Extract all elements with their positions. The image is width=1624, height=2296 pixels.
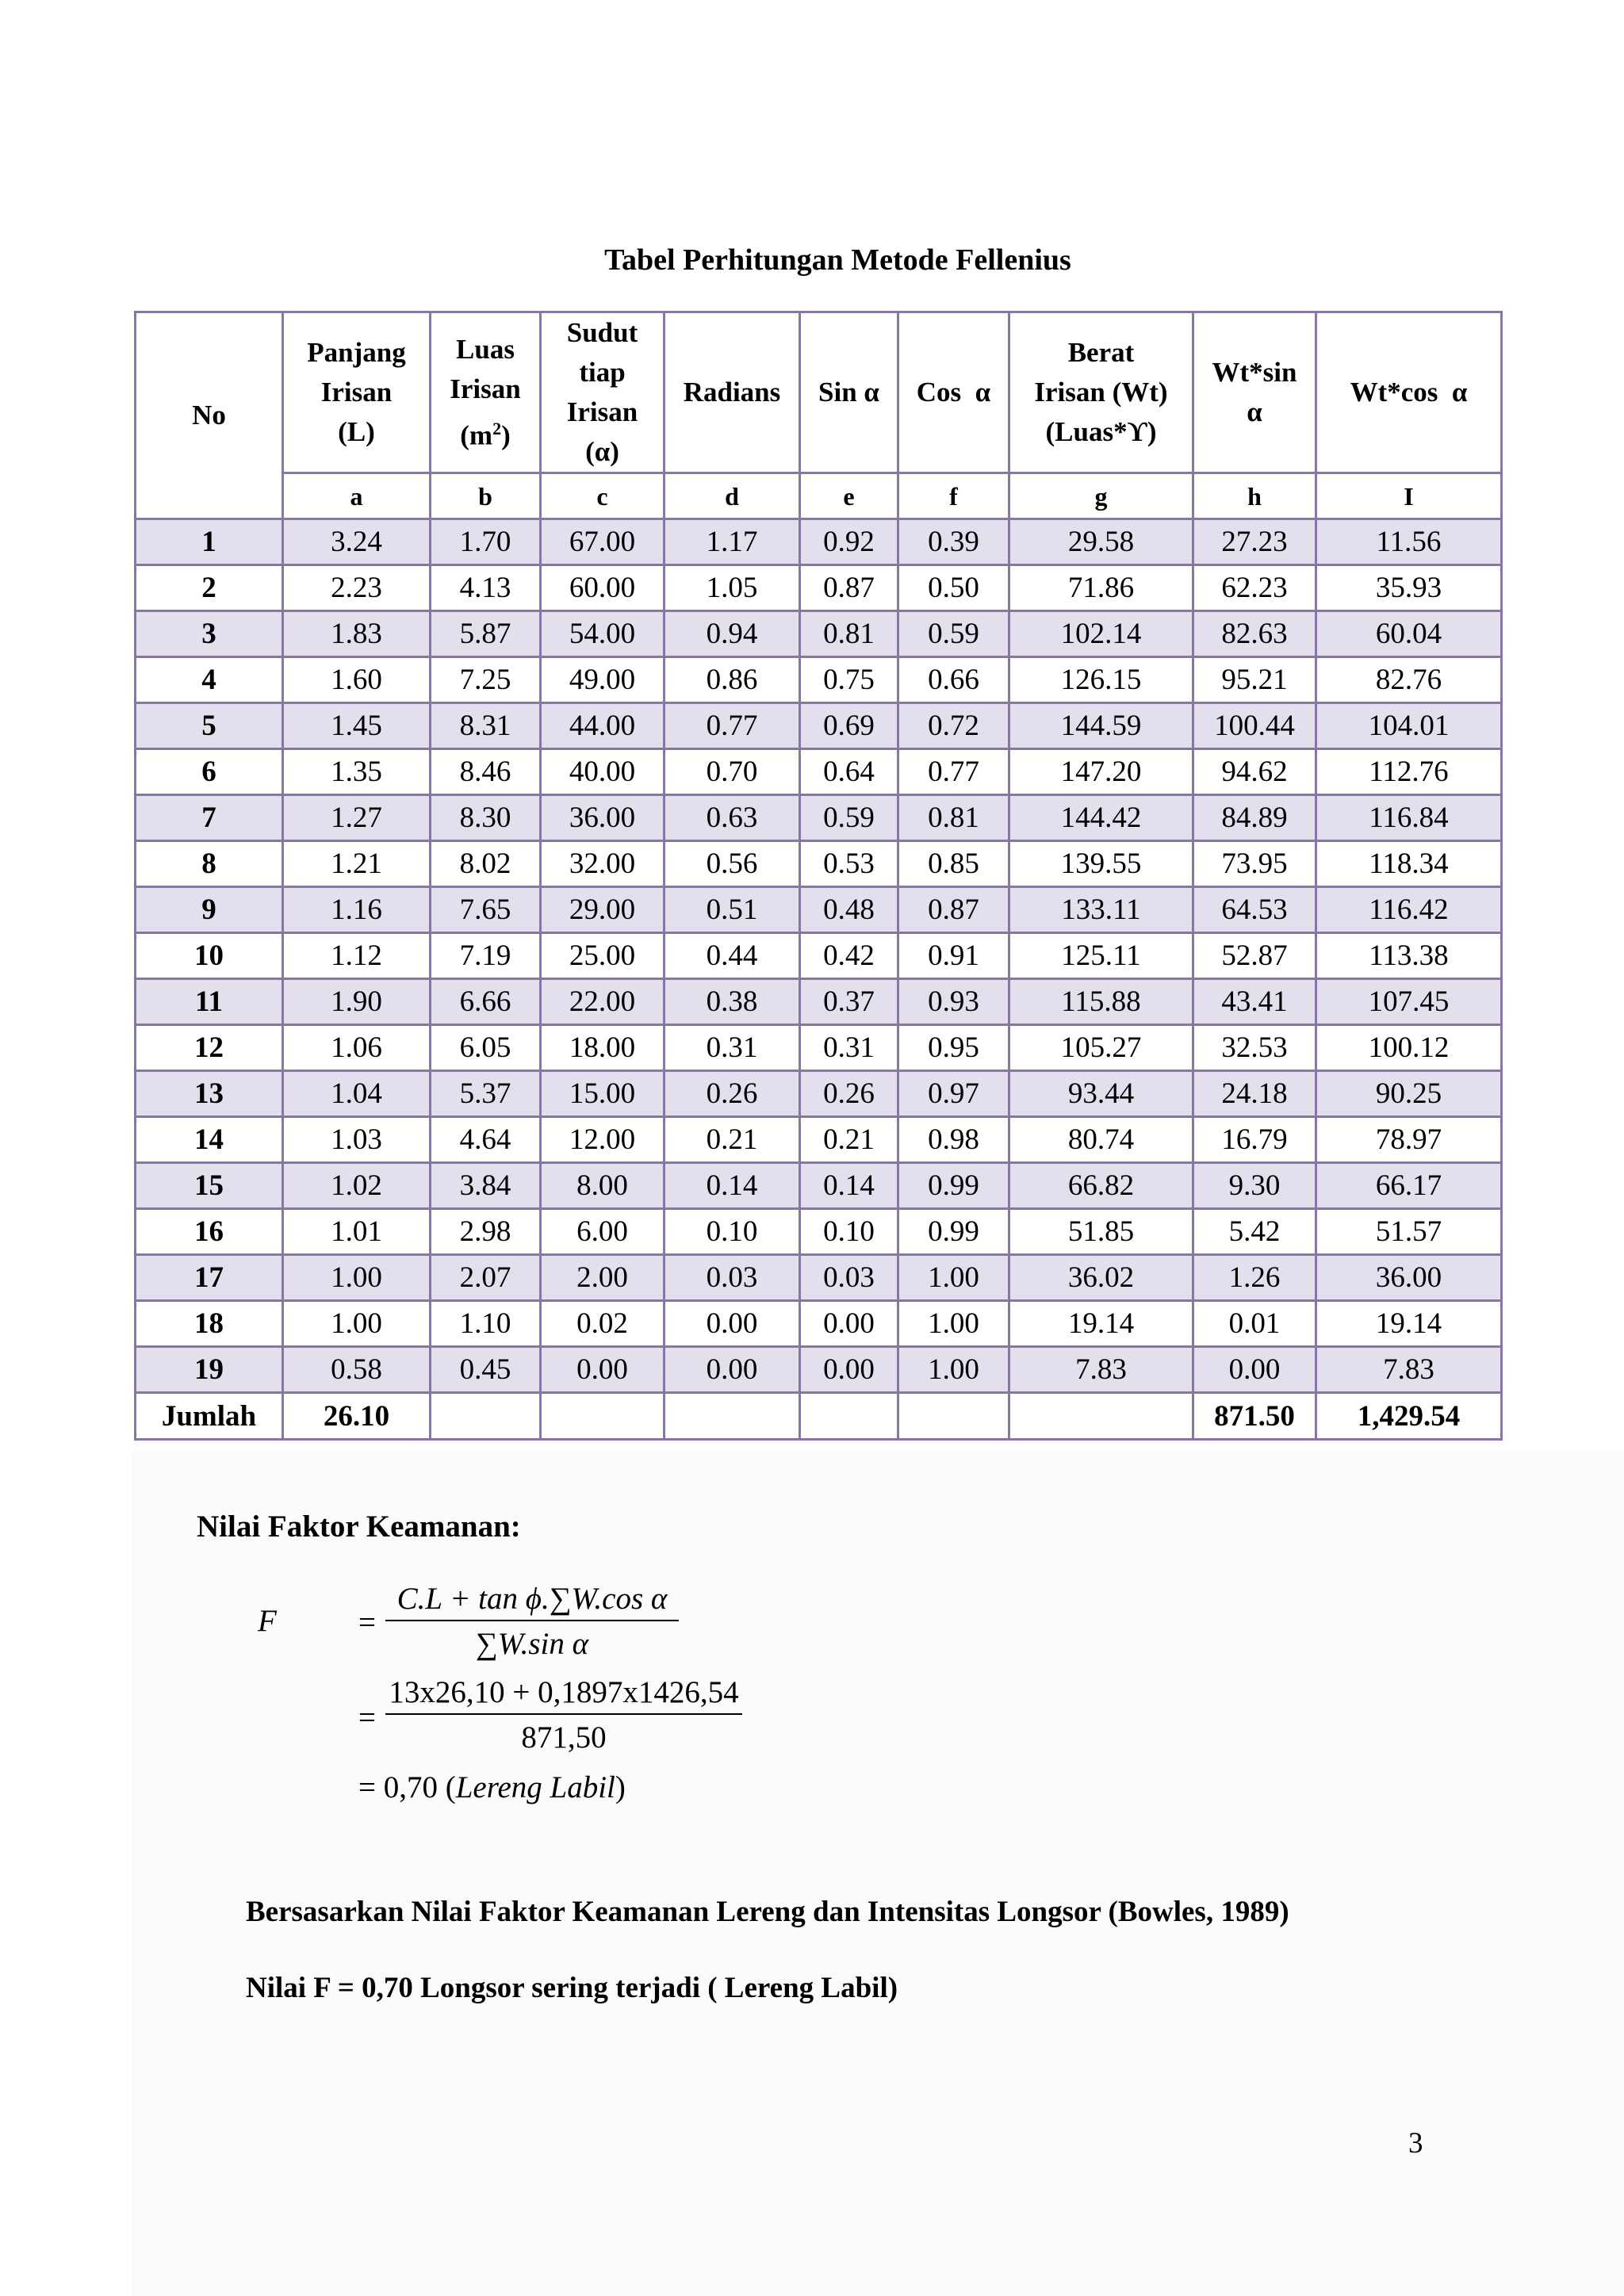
page-number: 3 [1408, 2127, 1423, 2160]
table-cell: 22.00 [541, 979, 665, 1025]
table-cell: 0.00 [1193, 1347, 1316, 1393]
column-letter: a [283, 473, 431, 519]
header-no: No [136, 312, 283, 519]
table-title: Tabel Perhitungan Metode Fellenius [604, 243, 1071, 277]
calculation-fraction [385, 1674, 742, 1755]
table-cell: 0.64 [800, 749, 898, 795]
table-cell: 144.42 [1009, 795, 1193, 841]
table-cell: 0.69 [800, 703, 898, 749]
table-cell: 29.00 [541, 887, 665, 933]
table-cell: 43.41 [1193, 979, 1316, 1025]
table-cell: 0.58 [283, 1347, 431, 1393]
table-cell: 0.94 [665, 611, 800, 657]
total-row [136, 1393, 1502, 1440]
empty-cell [1009, 1393, 1193, 1440]
table-cell: 62.23 [1193, 565, 1316, 611]
table-cell: 8.00 [541, 1163, 665, 1209]
row-number: 2 [136, 565, 283, 611]
table-cell: 15.00 [541, 1071, 665, 1117]
row-number: 12 [136, 1025, 283, 1071]
table-cell: 133.11 [1009, 887, 1193, 933]
row-number: 7 [136, 795, 283, 841]
table-cell: 1.35 [283, 749, 431, 795]
conclusion-result: Nilai F = 0,70 Longsor sering terjadi ( Lereng Labil) [246, 1972, 898, 2004]
table-cell: 1.83 [283, 611, 431, 657]
table-cell: 27.23 [1193, 519, 1316, 565]
empty-cell [898, 1393, 1009, 1440]
row-number: 18 [136, 1301, 283, 1347]
table-cell: 0.56 [665, 841, 800, 887]
table-cell: 78.97 [1316, 1117, 1502, 1163]
table-cell: 0.92 [800, 519, 898, 565]
table-cell: 1.06 [283, 1025, 431, 1071]
table-cell: 5.42 [1193, 1209, 1316, 1255]
page-background-shade [132, 1451, 1624, 2296]
table-cell: 1.04 [283, 1071, 431, 1117]
formula-denominator: ∑W.sin α [475, 1627, 589, 1661]
table-cell: 0.14 [800, 1163, 898, 1209]
table-cell: 1.10 [431, 1301, 541, 1347]
total-panjang: 26.10 [283, 1393, 431, 1440]
table-cell: 51.85 [1009, 1209, 1193, 1255]
table-cell: 0.81 [800, 611, 898, 657]
table-cell: 16.79 [1193, 1117, 1316, 1163]
table-cell: 0.03 [665, 1255, 800, 1301]
table-row [136, 795, 1502, 841]
table-cell: 0.72 [898, 703, 1009, 749]
table-cell: 4.64 [431, 1117, 541, 1163]
table-cell: 90.25 [1316, 1071, 1502, 1117]
table-row [136, 979, 1502, 1025]
table-cell: 4.13 [431, 565, 541, 611]
table-cell: 95.21 [1193, 657, 1316, 703]
table-cell: 8.46 [431, 749, 541, 795]
table-cell: 1.90 [283, 979, 431, 1025]
table-cell: 24.18 [1193, 1071, 1316, 1117]
table-cell: 64.53 [1193, 887, 1316, 933]
table-cell: 125.11 [1009, 933, 1193, 979]
formula-variable: F [258, 1604, 277, 1638]
row-number: 4 [136, 657, 283, 703]
table-cell: 102.14 [1009, 611, 1193, 657]
table-cell: 5.37 [431, 1071, 541, 1117]
table-cell: 0.99 [898, 1163, 1009, 1209]
row-number: 15 [136, 1163, 283, 1209]
equals-sign: = [358, 1605, 376, 1640]
table-cell: 36.02 [1009, 1255, 1193, 1301]
table-cell: 100.44 [1193, 703, 1316, 749]
conclusion-reference: Bersasarkan Nilai Faktor Keamanan Lereng dan Intensitas Longsor (Bowles, 1989) [246, 1896, 1289, 1928]
table-cell: 52.87 [1193, 933, 1316, 979]
total-wt-sin: 871.50 [1193, 1393, 1316, 1440]
column-letter: h [1193, 473, 1316, 519]
header-radians: Radians [665, 312, 800, 473]
table-cell: 2.00 [541, 1255, 665, 1301]
column-letter: g [1009, 473, 1193, 519]
table-cell: 0.75 [800, 657, 898, 703]
equals-sign: = [358, 1701, 376, 1735]
row-number: 13 [136, 1071, 283, 1117]
table-cell: 0.02 [541, 1301, 665, 1347]
table-cell: 35.93 [1316, 565, 1502, 611]
column-letter: b [431, 473, 541, 519]
table-row [136, 519, 1502, 565]
table-cell: 1.05 [665, 565, 800, 611]
table-cell: 1.02 [283, 1163, 431, 1209]
table-row [136, 565, 1502, 611]
table-cell: 0.48 [800, 887, 898, 933]
table-cell: 36.00 [541, 795, 665, 841]
table-cell: 1.12 [283, 933, 431, 979]
table-cell: 60.00 [541, 565, 665, 611]
formula-fraction [385, 1581, 679, 1662]
table-row [136, 611, 1502, 657]
table-cell: 0.66 [898, 657, 1009, 703]
table-row [136, 657, 1502, 703]
table-cell: 118.34 [1316, 841, 1502, 887]
table-cell: 0.81 [898, 795, 1009, 841]
table-cell: 0.53 [800, 841, 898, 887]
header-cos: Cos α [898, 312, 1009, 473]
table-cell: 40.00 [541, 749, 665, 795]
table-cell: 144.59 [1009, 703, 1193, 749]
table-cell: 49.00 [541, 657, 665, 703]
table-cell: 1.00 [898, 1347, 1009, 1393]
table-cell: 0.50 [898, 565, 1009, 611]
row-number: 10 [136, 933, 283, 979]
table-cell: 71.86 [1009, 565, 1193, 611]
column-letter: c [541, 473, 665, 519]
row-number: 1 [136, 519, 283, 565]
row-number: 8 [136, 841, 283, 887]
table-cell: 0.45 [431, 1347, 541, 1393]
table-cell: 2.23 [283, 565, 431, 611]
table-cell: 7.65 [431, 887, 541, 933]
table-row [136, 933, 1502, 979]
table-cell: 51.57 [1316, 1209, 1502, 1255]
row-number: 19 [136, 1347, 283, 1393]
table-row [136, 1025, 1502, 1071]
table-cell: 0.77 [665, 703, 800, 749]
table-cell: 0.85 [898, 841, 1009, 887]
table-cell: 0.87 [800, 565, 898, 611]
table-cell: 0.21 [800, 1117, 898, 1163]
table-cell: 54.00 [541, 611, 665, 657]
column-letter-row [136, 473, 1502, 519]
table-cell: 32.53 [1193, 1025, 1316, 1071]
table-cell: 0.00 [665, 1301, 800, 1347]
header-row [136, 312, 1502, 473]
row-number: 16 [136, 1209, 283, 1255]
table-cell: 0.26 [665, 1071, 800, 1117]
safety-factor-heading: Nilai Faktor Keamanan: [197, 1510, 521, 1544]
table-cell: 1.00 [283, 1255, 431, 1301]
table-cell: 32.00 [541, 841, 665, 887]
table-cell: 29.58 [1009, 519, 1193, 565]
table-cell: 0.87 [898, 887, 1009, 933]
header-luas-irisan: Luas Irisan $(m^2)$ [431, 312, 541, 473]
table-row [136, 1071, 1502, 1117]
table-cell: 115.88 [1009, 979, 1193, 1025]
table-cell: 60.04 [1316, 611, 1502, 657]
row-number: 14 [136, 1117, 283, 1163]
table-cell: 0.97 [898, 1071, 1009, 1117]
table-cell: 0.51 [665, 887, 800, 933]
row-number: 6 [136, 749, 283, 795]
table-cell: 5.87 [431, 611, 541, 657]
table-cell: 8.30 [431, 795, 541, 841]
safety-factor-result: = 0,70 (Lereng Labil) [358, 1770, 626, 1804]
table-cell: 0.31 [800, 1025, 898, 1071]
column-letter: e [800, 473, 898, 519]
table-cell: 19.14 [1316, 1301, 1502, 1347]
column-letter: I [1316, 473, 1502, 519]
table-cell: 0.70 [665, 749, 800, 795]
table-cell: 0.03 [800, 1255, 898, 1301]
column-letter: f [898, 473, 1009, 519]
table-cell: 1.00 [898, 1301, 1009, 1347]
fellenius-table [134, 311, 1503, 1441]
table-cell: 7.19 [431, 933, 541, 979]
table-cell: 0.00 [541, 1347, 665, 1393]
table-cell: 0.21 [665, 1117, 800, 1163]
header-sin: Sin α [800, 312, 898, 473]
table-cell: 1.01 [283, 1209, 431, 1255]
total-wt-cos: 1,429.54 [1316, 1393, 1502, 1440]
calculation-denominator: 871,50 [521, 1720, 607, 1755]
table-cell: 0.44 [665, 933, 800, 979]
table-cell: 82.76 [1316, 657, 1502, 703]
table-cell: 18.00 [541, 1025, 665, 1071]
table-cell: 94.62 [1193, 749, 1316, 795]
table-cell: 1.17 [665, 519, 800, 565]
header-sudut: Sudut tiap Irisan (α) [541, 312, 665, 473]
table-row [136, 749, 1502, 795]
header-panjang-irisan: Panjang Irisan (L) [283, 312, 431, 473]
table-cell: 0.14 [665, 1163, 800, 1209]
table-cell: 0.00 [800, 1347, 898, 1393]
table-cell: 19.14 [1009, 1301, 1193, 1347]
header-berat-irisan: Berat Irisan (Wt) (Luas*ϒ) [1009, 312, 1193, 473]
table-cell: 112.76 [1316, 749, 1502, 795]
table-cell: 2.98 [431, 1209, 541, 1255]
table-cell: 1.27 [283, 795, 431, 841]
table-row [136, 703, 1502, 749]
table-row [136, 1347, 1502, 1393]
table-row [136, 1255, 1502, 1301]
row-number: 11 [136, 979, 283, 1025]
row-number: 3 [136, 611, 283, 657]
table-cell: 7.83 [1009, 1347, 1193, 1393]
table-cell: 104.01 [1316, 703, 1502, 749]
table-cell: 0.91 [898, 933, 1009, 979]
table-cell: 1.21 [283, 841, 431, 887]
table-cell: 0.00 [800, 1301, 898, 1347]
row-number: 5 [136, 703, 283, 749]
table-cell: 8.02 [431, 841, 541, 887]
table-cell: 0.00 [665, 1347, 800, 1393]
column-letter: d [665, 473, 800, 519]
table-cell: 0.77 [898, 749, 1009, 795]
table-cell: 8.31 [431, 703, 541, 749]
header-wt-cos: Wt*cos α [1316, 312, 1502, 473]
table-cell: 0.31 [665, 1025, 800, 1071]
table-cell: 25.00 [541, 933, 665, 979]
table-cell: 67.00 [541, 519, 665, 565]
table-cell: 0.01 [1193, 1301, 1316, 1347]
empty-cell [541, 1393, 665, 1440]
table-cell: 2.07 [431, 1255, 541, 1301]
table-cell: 44.00 [541, 703, 665, 749]
table-cell: 105.27 [1009, 1025, 1193, 1071]
table-row [136, 887, 1502, 933]
empty-cell [665, 1393, 800, 1440]
table-cell: 1.16 [283, 887, 431, 933]
total-label: Jumlah [136, 1393, 283, 1440]
table-cell: 0.42 [800, 933, 898, 979]
header-wt-sin: Wt*sin α [1193, 312, 1316, 473]
table-cell: 0.98 [898, 1117, 1009, 1163]
table-row [136, 841, 1502, 887]
table-cell: 1.00 [283, 1301, 431, 1347]
table-cell: 82.63 [1193, 611, 1316, 657]
table-cell: 66.82 [1009, 1163, 1193, 1209]
row-number: 9 [136, 887, 283, 933]
table-cell: 6.00 [541, 1209, 665, 1255]
empty-cell [800, 1393, 898, 1440]
table-cell: 0.26 [800, 1071, 898, 1117]
table-cell: 1.45 [283, 703, 431, 749]
table-body [136, 519, 1502, 1393]
table-row [136, 1301, 1502, 1347]
table-row [136, 1209, 1502, 1255]
table-cell: 116.84 [1316, 795, 1502, 841]
table-cell: 0.38 [665, 979, 800, 1025]
table-cell: 0.59 [800, 795, 898, 841]
table-cell: 0.93 [898, 979, 1009, 1025]
table-row [136, 1117, 1502, 1163]
table-cell: 0.10 [800, 1209, 898, 1255]
table-cell: 100.12 [1316, 1025, 1502, 1071]
empty-cell [431, 1393, 541, 1440]
table-cell: 3.84 [431, 1163, 541, 1209]
table-cell: 113.38 [1316, 933, 1502, 979]
table-cell: 1.03 [283, 1117, 431, 1163]
table-cell: 147.20 [1009, 749, 1193, 795]
table-cell: 1.70 [431, 519, 541, 565]
table-cell: 36.00 [1316, 1255, 1502, 1301]
formula-numerator: C.L + tan ϕ.∑W.cos α [396, 1582, 668, 1616]
table-cell: 80.74 [1009, 1117, 1193, 1163]
table-cell: 84.89 [1193, 795, 1316, 841]
calculation-numerator: 13x26,10 + 0,1897x1426,54 [389, 1675, 739, 1709]
table-cell: 9.30 [1193, 1163, 1316, 1209]
table-cell: 7.25 [431, 657, 541, 703]
table-cell: 6.05 [431, 1025, 541, 1071]
table-cell: 126.15 [1009, 657, 1193, 703]
row-number: 17 [136, 1255, 283, 1301]
table-cell: 0.39 [898, 519, 1009, 565]
table-cell: 107.45 [1316, 979, 1502, 1025]
table-cell: 11.56 [1316, 519, 1502, 565]
table-cell: 6.66 [431, 979, 541, 1025]
table-cell: 139.55 [1009, 841, 1193, 887]
table-cell: 1.00 [898, 1255, 1009, 1301]
table-cell: 3.24 [283, 519, 431, 565]
table-cell: 66.17 [1316, 1163, 1502, 1209]
table-cell: 0.37 [800, 979, 898, 1025]
table-cell: 93.44 [1009, 1071, 1193, 1117]
table-cell: 1.26 [1193, 1255, 1316, 1301]
table-cell: 1.60 [283, 657, 431, 703]
table-cell: 12.00 [541, 1117, 665, 1163]
table-cell: 0.86 [665, 657, 800, 703]
table-cell: 7.83 [1316, 1347, 1502, 1393]
table-cell: 0.99 [898, 1209, 1009, 1255]
table-cell: 0.59 [898, 611, 1009, 657]
table-cell: 0.10 [665, 1209, 800, 1255]
table-cell: 73.95 [1193, 841, 1316, 887]
table-row [136, 1163, 1502, 1209]
table-cell: 0.63 [665, 795, 800, 841]
table-cell: 0.95 [898, 1025, 1009, 1071]
table-cell: 116.42 [1316, 887, 1502, 933]
